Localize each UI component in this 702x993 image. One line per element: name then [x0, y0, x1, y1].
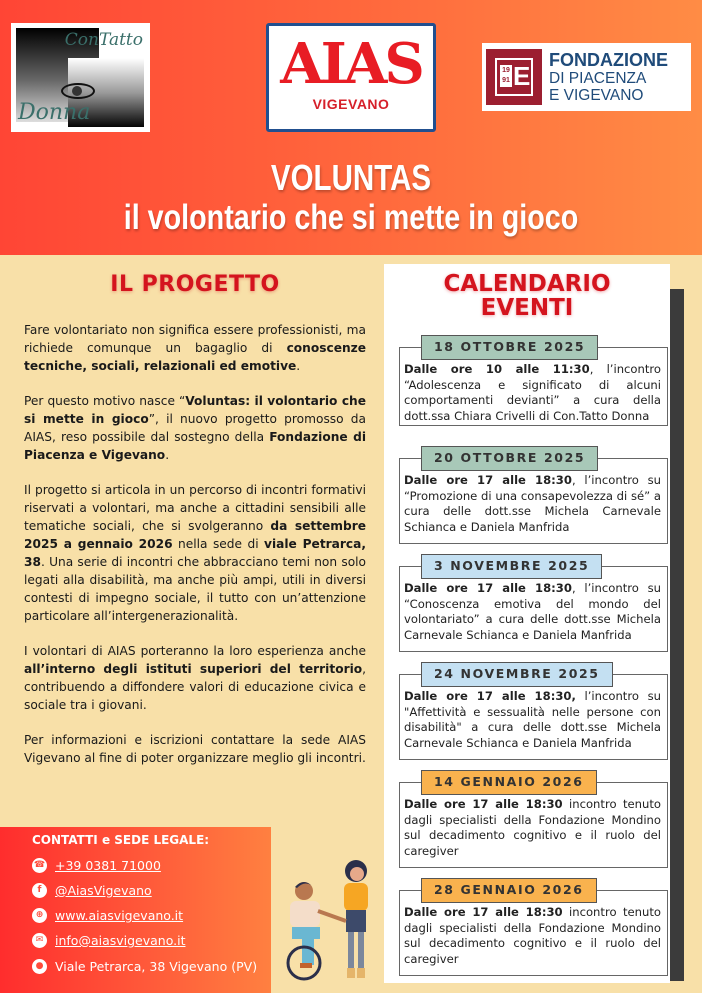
event-date: 18 OTTOBRE 2025: [421, 335, 598, 360]
page-title: VOLUNTAS: [270, 157, 432, 198]
email-link[interactable]: info@aiasvigevano.it: [55, 933, 186, 948]
event-description: Dalle ore 17 alle 18:30 incontro tenuto dagli specialisti della Fondazione Mondino sul decadimento cognitivo e il ruolo del caregiver: [404, 905, 661, 967]
progetto-body: [24, 321, 366, 784]
event-card: [399, 558, 668, 652]
phone-link[interactable]: +39 0381 71000: [55, 858, 161, 873]
fondazione-mark-icon: 19 91 E: [486, 49, 542, 105]
event-date: 20 OTTOBRE 2025: [421, 446, 598, 471]
event-card: [399, 774, 668, 868]
contatto-donna-logo: [11, 23, 150, 132]
paragraph: Per informazioni e iscrizioni contattare la sede AIAS Vigevano al fine di poter organizzare meglio gli incontri.: [24, 733, 366, 765]
paragraph: Fare volontariato non significa essere professionisti, ma richiede comunque un bagaglio di conoscenze tecniche, sociali, relazionali ed emotive.: [24, 323, 366, 373]
contact-facebook[interactable]: [32, 883, 152, 898]
event-description: Dalle ore 10 alle 11:30, l’incontro “Adolescenza e significato di alcuni comportamenti devianti” a cura della dott.ssa Chiara Crivelli di Con.Tatto Donna: [404, 362, 662, 424]
calendar-heading: CALENDARIO: [443, 271, 611, 297]
logo-text: Donna: [18, 100, 91, 125]
fondazione-name: FONDAZIONE: [549, 50, 668, 70]
facebook-icon: f: [32, 883, 47, 898]
contact-address: [32, 959, 257, 974]
event-card: [399, 666, 668, 760]
calendar-heading: EVENTI: [480, 295, 574, 321]
facebook-link[interactable]: @AiasVigevano: [55, 883, 152, 898]
event-card: [399, 339, 668, 426]
globe-icon: ⊕: [32, 908, 47, 923]
contact-email[interactable]: [32, 933, 186, 948]
event-date: 3 NOVEMBRE 2025: [421, 554, 602, 579]
aias-logo: [266, 23, 436, 132]
paragraph: Il progetto si articola in un percorso di incontri formativi riservati a volontari, ma anche a cittadini sensibili alle tematiche sociali, che si svolgeranno da settembre 2025 a gennaio 2026 nella sede di viale Petrarca, 38. Una serie di incontri che abbracciano temi non solo legati alla disabilità, ma anche più ampi, utili in diversi contesti di impegno sociale, il tutto con un’attenzione particolare all’intergenerazionalità.: [24, 483, 366, 623]
event-description: Dalle ore 17 alle 18:30, l’incontro su “Promozione di una consapevolezza di sé” a cura delle dott.sse Michela Carnevale Schianca e Daniela Manfrida: [404, 473, 662, 535]
aias-logo-text: AIAS: [280, 31, 422, 97]
header-banner: [0, 0, 702, 255]
calendar-panel: [384, 264, 670, 983]
contacts-box: [0, 827, 271, 993]
mail-icon: ✉: [32, 933, 47, 948]
paragraph: I volontari di AIAS porteranno la loro esperienza anche all’interno degli istituti superiori del territorio, contribuendo a diffondere valori di educazione civica e sociale tra i giovani.: [24, 644, 366, 712]
progetto-heading: IL PROGETTO: [110, 272, 280, 297]
event-date: 24 NOVEMBRE 2025: [421, 662, 613, 687]
aias-logo-subtext: VIGEVANO: [312, 96, 390, 112]
address-text: Viale Petrarca, 38 Vigevano (PV): [55, 959, 258, 974]
event-card: [399, 882, 668, 976]
event-description: Dalle ore 17 alle 18:30, l’incontro su “Conoscenza emotiva del mondo del volontariato” a cura delle dott.sse Michela Carnevale Schianca e Daniela Manfrida: [404, 581, 662, 643]
phone-icon: ☎: [32, 858, 47, 873]
location-pin-icon: ●: [32, 959, 47, 974]
logo-text: ConTatto: [64, 30, 143, 50]
fondazione-logo: 19 91 E FONDAZIONE DI PIACENZA E VIGEVANO: [482, 43, 691, 111]
paragraph: Per questo motivo nasce “Voluntas: il volontario che si mette in gioco”, il nuovo progetto promosso da AIAS, reso possibile dal sostegno della Fondazione di Piacenza e Vigevano.: [24, 394, 367, 462]
contacts-heading: CONTATTI e SEDE LEGALE:: [32, 833, 210, 847]
contact-phone[interactable]: [32, 858, 161, 873]
event-date: 28 GENNAIO 2026: [421, 878, 597, 903]
website-link[interactable]: www.aiasvigevano.it: [55, 908, 184, 923]
contact-website[interactable]: [32, 908, 183, 923]
event-description: Dalle ore 17 alle 18:30 incontro tenuto dagli specialisti della Fondazione Mondino sul decadimento cognitivo e il ruolo del caregiver: [404, 797, 661, 859]
wheelchair-people-illustration: [278, 855, 383, 990]
event-description: Dalle ore 17 alle 18:30, l’incontro su "Affettività e sessualità nelle persone con disabilità" a cura delle dott.sse Michela Carnevale Schianca e Daniela Manfrida: [404, 689, 661, 751]
page-subtitle: il volontario che si mette in gioco: [123, 198, 579, 237]
event-card: [399, 450, 668, 544]
event-date: 14 GENNAIO 2026: [421, 770, 597, 795]
